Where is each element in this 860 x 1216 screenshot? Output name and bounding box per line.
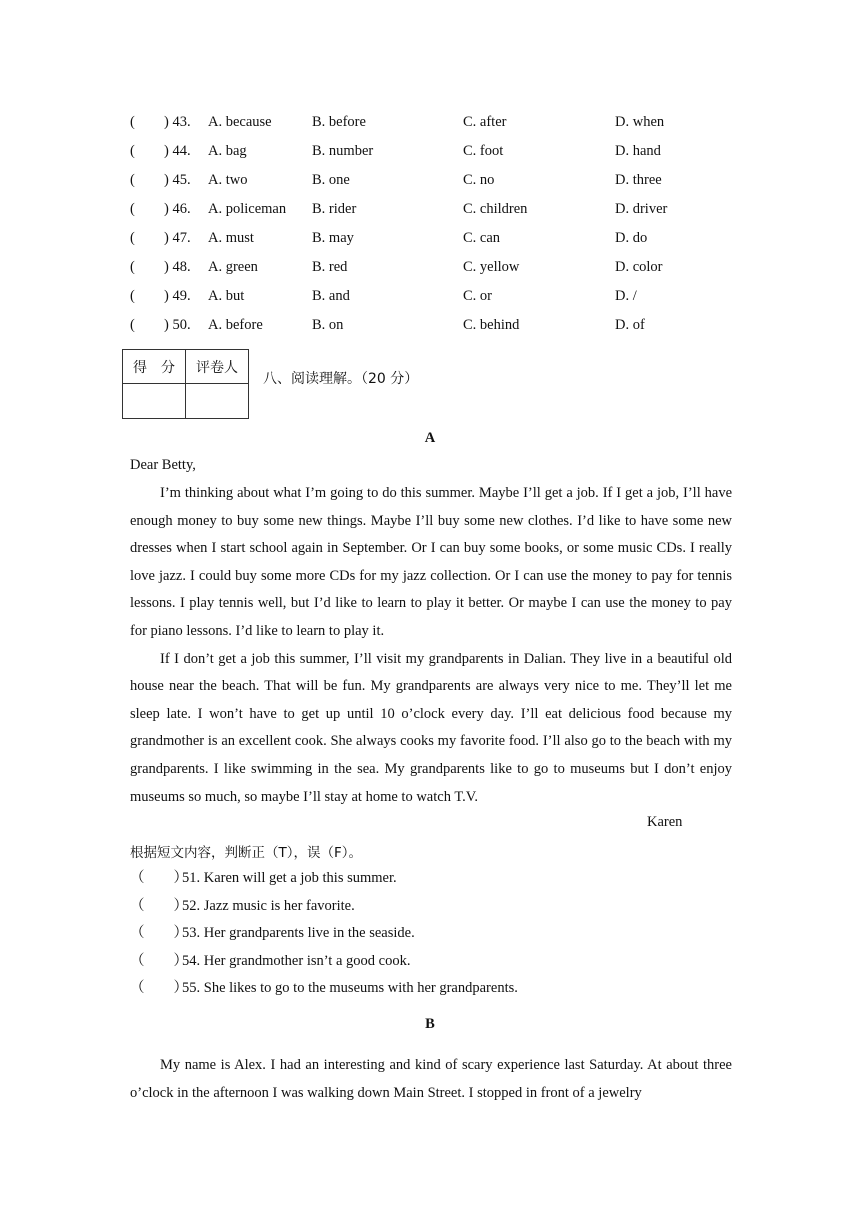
score-cell [123, 384, 186, 419]
choice-row [130, 286, 750, 315]
option-b: B. red [312, 259, 348, 275]
question-number: ) 48. [164, 259, 191, 275]
section-title: 八、阅读理解。（20 分） [263, 371, 419, 387]
option-b: B. may [312, 230, 354, 246]
question-number: ) 46. [164, 201, 191, 217]
answer-paren: （ ） [130, 925, 188, 941]
passage-b-body [130, 1052, 732, 1107]
passage-a-body [130, 480, 732, 811]
choice-row [130, 199, 750, 228]
passage-paragraph: If I don’t get a job this summer, I’ll visit my grandparents in Dalian. They live in a beautiful old house near the beach. That will be fun. My grandparents are always very nice to me. They’ll let me sleep late. I won’t have to get up until 10 o’clock every day. I’ll eat delicious food because my grandmother is an excellent cook. She always cooks my favorite food. I’ll also go to the beach with my grandparents. I like swimming in the sea. My grandparents like to go to museums but I don’t enjoy museums so much, so maybe I’ll stay at home to watch T.V. [130, 650, 732, 805]
question-number: ) 43. [164, 114, 191, 130]
score-label: 得 分 [123, 350, 186, 384]
option-a: A. bag [208, 143, 247, 159]
question-text: 54. Her grandmother isn’t a good cook. [182, 952, 411, 969]
cloze-choices [130, 112, 750, 344]
option-d: D. driver [615, 201, 668, 217]
option-d: D. color [615, 259, 663, 275]
option-b: B. on [312, 317, 344, 333]
option-c: C. or [463, 288, 492, 304]
option-c: C. behind [463, 317, 520, 333]
option-c: C. yellow [463, 259, 520, 275]
choice-row [130, 257, 750, 286]
question-number: ) 44. [164, 143, 191, 159]
option-d: D. hand [615, 143, 661, 159]
question-number: ) 45. [164, 172, 191, 188]
option-a: A. green [208, 259, 258, 275]
choice-row [130, 112, 750, 141]
option-a: A. must [208, 230, 254, 246]
answer-paren: ( [130, 259, 135, 275]
choice-row [130, 170, 750, 199]
option-d: D. three [615, 172, 662, 188]
option-c: C. no [463, 172, 495, 188]
answer-paren: ( [130, 317, 135, 333]
letter-greeting: Dear Betty, [130, 457, 196, 473]
answer-paren: ( [130, 201, 135, 217]
choice-row [130, 228, 750, 257]
passage-paragraph: I’m thinking about what I’m going to do this summer. Maybe I’ll get a job. If I get a job, I’ll have enough money to buy some new things. Maybe I’ll buy some new clothes. I’d like to have some new dresses when I start school again in September. Or I can buy some books, or some music CDs. I really love jazz. I could buy some more CDs for my jazz collection. Or I can use the money to pay for tennis lessons. I play tennis well, but I’d like to learn to play it better. Or maybe I can use the money to pay for piano lessons. I’d like to learn to play it. [130, 485, 732, 639]
passage-paragraph: My name is Alex. I had an interesting and kind of scary experience last Saturday. At about three o’clock in the afternoon I was walking down Main Street. I stopped in front of a jewelry [130, 1057, 732, 1101]
choice-row [130, 315, 750, 344]
option-a: A. policeman [208, 201, 287, 217]
option-c: C. children [463, 201, 528, 217]
option-a: A. before [208, 317, 263, 333]
option-b: B. and [312, 288, 350, 304]
answer-paren: ( [130, 288, 135, 304]
grader-label: 评卷人 [186, 350, 249, 384]
option-d: D. do [615, 230, 648, 246]
option-b: B. one [312, 172, 350, 188]
question-text: 51. Karen will get a job this summer. [182, 870, 397, 886]
question-text: 52. Jazz music is her favorite. [182, 897, 355, 914]
answer-paren: ( [130, 143, 135, 159]
option-d: D. when [615, 114, 665, 130]
passage-a-heading: A [424, 430, 436, 446]
option-a: A. because [208, 114, 272, 130]
question-text: 53. Her grandparents live in the seaside. [182, 925, 415, 941]
option-a: A. two [208, 172, 248, 188]
grader-cell [186, 384, 249, 419]
option-d: D. of [615, 317, 645, 333]
passage-b-heading: B [425, 1016, 435, 1032]
choice-row [130, 141, 750, 170]
question-number: ) 49. [164, 288, 191, 304]
question-text: 55. She likes to go to the museums with her grandparents. [182, 980, 518, 996]
option-a: A. but [208, 288, 245, 304]
answer-paren: ( [130, 172, 135, 188]
option-d: D. / [615, 288, 637, 304]
answer-paren: （ ） [130, 897, 188, 914]
option-b: B. rider [312, 201, 357, 217]
answer-paren: （ ） [130, 980, 188, 996]
score-box [122, 349, 249, 419]
question-number: ) 50. [164, 317, 191, 333]
answer-paren: ( [130, 114, 135, 130]
question-number: ) 47. [164, 230, 191, 246]
option-c: C. after [463, 114, 507, 130]
option-c: C. foot [463, 143, 504, 159]
letter-signature: Karen [647, 814, 683, 830]
answer-paren: ( [130, 230, 135, 246]
answer-paren: （ ） [130, 952, 188, 969]
option-c: C. can [463, 230, 501, 246]
option-b: B. number [312, 143, 374, 159]
answer-paren: （ ） [130, 870, 188, 886]
option-b: B. before [312, 114, 366, 130]
question-instruction: 根据短文内容，判断正（T），误（F）。 [130, 845, 363, 861]
